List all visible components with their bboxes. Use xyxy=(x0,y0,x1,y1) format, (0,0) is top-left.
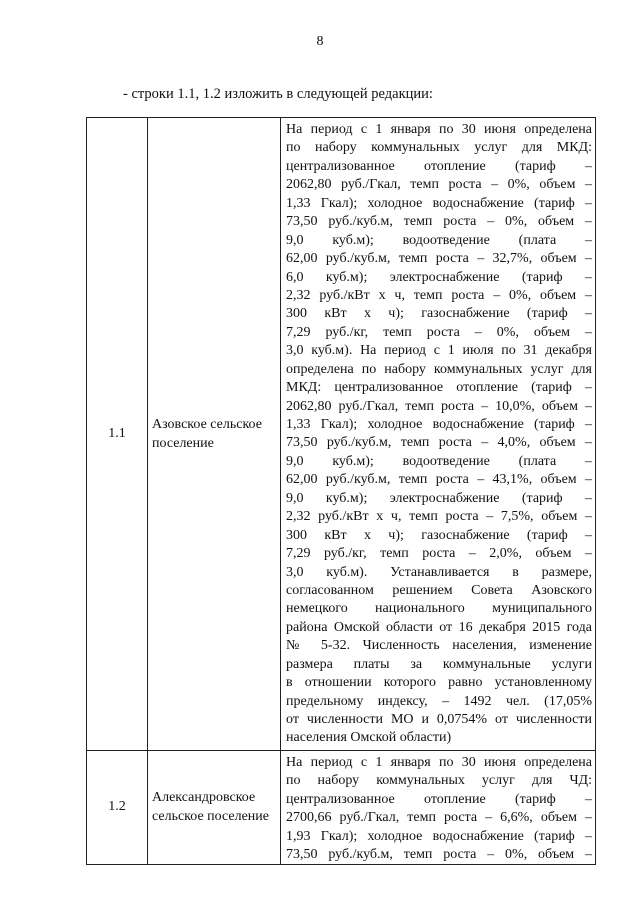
description-line: немецкого национального муниципального xyxy=(286,601,592,617)
description-line: 7,29 руб./кг, темп роста – 2,0%, объем – xyxy=(286,546,592,562)
description-line: 2700,66 руб./Гкал, темп роста – 6,6%, объем – xyxy=(286,810,592,826)
description-line: 9,0 куб.м); электроснабжение (тариф – xyxy=(286,490,592,506)
description-line: 73,50 руб./куб.м, темп роста – 4,0%, объем – xyxy=(286,435,592,451)
description-line: № 5-32. Численность населения, изменение xyxy=(286,638,592,654)
description-line: 1,33 Гкал); холодное водоснабжение (тариф – xyxy=(286,417,592,432)
description-line: 1,33 Гкал); холодное водоснабжение (тариф – xyxy=(286,195,592,211)
description-line: 6,0 куб.м); электроснабжение (тариф – xyxy=(286,269,592,285)
description-line: 2,32 руб./кВт х ч, темп роста – 0%, объем – xyxy=(286,287,592,303)
description-line: района Омской области от 16 декабря 2015 года xyxy=(286,619,592,635)
description-line: 62,00 руб./куб.м, темп роста – 32,7%, объем – xyxy=(286,251,592,267)
description-line: в отношении которого равно установленному xyxy=(286,675,592,691)
description-line: 3,0 куб.м). Устанавливается в размере, xyxy=(286,564,592,580)
description-line: 7,29 руб./кг, темп роста – 0%, объем – xyxy=(286,324,592,340)
row-number: 1.2 xyxy=(87,750,148,864)
settlement-name: Александровское сельское поселение xyxy=(148,750,281,864)
description-line: МКД: централизованное отопление (тариф – xyxy=(286,380,592,396)
description-line: предельному индексу, – 1492 чел. (17,05% xyxy=(286,693,592,709)
description-line: 9,0 куб.м); водоотведение (плата – xyxy=(286,232,592,248)
description-line: централизованное отопление (тариф – xyxy=(286,791,592,807)
description-line: 62,00 руб./куб.м, темп роста – 43,1%, объем – xyxy=(286,472,592,488)
description-line: 300 кВт х ч); газоснабжение (тариф – xyxy=(286,306,592,322)
description-line: централизованное отопление (тариф – xyxy=(286,158,592,174)
description-line: На период с 1 января по 30 июня определена xyxy=(286,754,592,770)
row-number: 1.1 xyxy=(87,118,148,751)
description-line: определена по набору коммунальных услуг для xyxy=(286,361,592,377)
page-number: 8 xyxy=(316,34,324,49)
description-line: населения Омской области) xyxy=(286,730,452,746)
description-line: 2062,80 руб./Гкал, темп роста – 0%, объем – xyxy=(286,177,592,193)
table-row xyxy=(87,118,596,751)
description-line: по набору коммунальных услуг для МКД: xyxy=(286,140,592,156)
description-line: размера платы за коммунальные услуги xyxy=(286,656,592,672)
description-line: 2062,80 руб./Гкал, темп роста – 10,0%, объем – xyxy=(286,398,592,414)
description-line: 73,50 руб./куб.м, темп роста – 0%, объем – xyxy=(286,847,592,863)
table-row xyxy=(87,750,596,864)
description-line: 1,93 Гкал); холодное водоснабжение (тариф – xyxy=(286,828,592,844)
settlement-name: Азовское сельское поселение xyxy=(148,118,281,751)
description-line: 3,0 куб.м). На период с 1 июля по 31 декабря xyxy=(286,343,592,359)
description-line: На период с 1 января по 30 июня определена xyxy=(286,122,592,137)
amendment-table xyxy=(86,117,596,865)
description-line: 9,0 куб.м); водоотведение (плата – xyxy=(286,453,592,469)
description-line: согласованном решением Совета Азовского xyxy=(286,582,592,598)
description-line: по набору коммунальных услуг для ЧД: xyxy=(286,773,592,789)
description-line: от численности МО и 0,0754% от численности xyxy=(286,712,592,727)
description-line: 2,32 руб./кВт х ч, темп роста – 7,5%, объем – xyxy=(286,509,592,525)
row-description xyxy=(281,118,596,751)
intro-text: - строки 1.1, 1.2 изложить в следующей редакции: xyxy=(123,86,433,102)
description-line: 300 кВт х ч); газоснабжение (тариф – xyxy=(286,527,592,543)
description-line: 73,50 руб./куб.м, темп роста – 0%, объем – xyxy=(286,214,592,230)
row-description xyxy=(281,750,596,864)
